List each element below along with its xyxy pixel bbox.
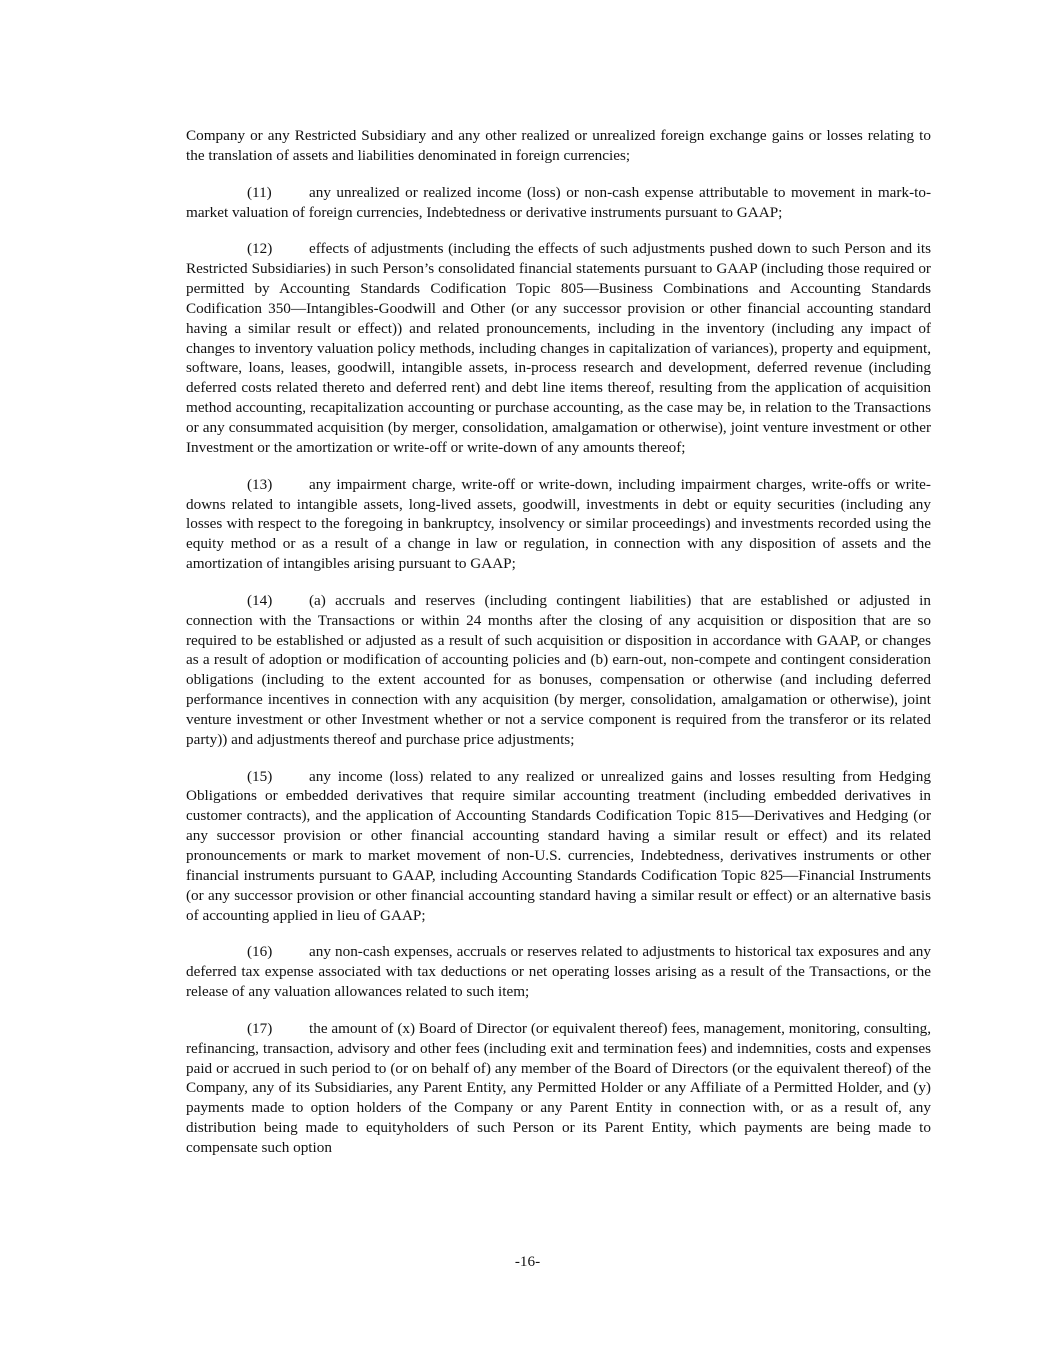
- page-number: -16-: [514, 1253, 541, 1270]
- paragraph-text: (a) accruals and reserves (including contingent liabilities) that are established or adjusted in connection with the Transactions or within 24 months after the closing of any acquisition or disposition that are so required to be established or adjusted as a result of such acquisition or disposition in accordance with GAAP, or changes as a result of adoption or modification of accounting policies and (b) earn-out, non-compete and contingent consideration obligations (including to the extent accounted for as bonuses, compensation or otherwise (and including deferred performance incentives in connection with any acquisition (by merger, consolidation, amalgamation or otherwise), joint venture investment or other Investment whether or not a service component is required from the transferor or its related party)) and adjustments thereof and purchase price adjustments;: [186, 591, 931, 748]
- paragraph-15: [186, 767, 931, 926]
- paragraph-number: (14): [247, 591, 273, 609]
- paragraph-number: (11): [247, 183, 272, 201]
- paragraph-14: [186, 591, 931, 750]
- paragraph-text: any unrealized or realized income (loss) or non-cash expense attributable to movement in mark-to-market valuation of foreign currencies, Indebtedness or derivative instruments pursuant to GAAP;: [186, 183, 931, 221]
- paragraph-text: any income (loss) related to any realized or unrealized gains and losses resulting from Hedging Obligations or embedded derivatives that require similar accounting treatment (including embedded derivatives in customer contracts), and the application of Accounting Standards Codification Topic 815—Derivatives and Hedging (or any successor provision or other financial accounting standard having a similar result or effect) and its related pronouncements or mark to market movement of non-U.S. currencies, Indebtedness, derivatives instruments or other financial instruments pursuant to GAAP, including Accounting Standards Codification Topic 825—Financial Instruments (or any successor provision or other financial accounting standard having a similar result or effect) or an alternative basis of accounting applied in lieu of GAAP;: [186, 767, 931, 924]
- paragraph-12: [186, 239, 931, 457]
- paragraph-number: (12): [247, 240, 273, 258]
- paragraph-text: the amount of (x) Board of Director (or equivalent thereof) fees, management, monitoring, consulting, refinancing, transaction, advisory and other fees (including exit and termination fees) and indemnities, costs and expenses paid or accrued in such period to (or on behalf of) any member of the Board of Directors (or the equivalent thereof) of the Company, any of its Subsidiaries, any Parent Entity, any Permitted Holder or any Affiliate of a Permitted Holder, and (y) payments made to option holders of the Company or any Parent Entity in connection with, or as a result of, any distribution being made to equityholders of such Person or its Parent Entity, which payments are being made to compensate such option: [186, 1019, 931, 1156]
- paragraph-number: (13): [247, 475, 273, 493]
- paragraph-11: [186, 183, 931, 223]
- paragraph-17: [186, 1019, 931, 1158]
- paragraph-number: (15): [247, 767, 273, 785]
- paragraph-text: any impairment charge, write-off or write-down, including impairment charges, write-offs or write-downs related to intangible assets, long-lived assets, goodwill, investments in debt or equity securities (including any losses with respect to the foregoing in bankruptcy, insolvency or similar proceedings) and investments recorded using the equity method or as a result of a change in law or regulation, in connection with any disposition of assets and the amortization of intangibles arising pursuant to GAAP;: [186, 475, 931, 573]
- paragraph-text: effects of adjustments (including the effects of such adjustments pushed down to such Person and its Restricted Subsidiaries) in such Person’s consolidated financial statements pursuant to GAAP (including those required or permitted by Accounting Standards Codification Topic 805—Business Combinations and Accounting Standards Codification 350—Intangibles-Goodwill and Other (or any successor provision or other financial accounting standard having a similar result or effect)) and related pronouncements, including in the inventory (including any impact of changes to inventory valuation policy methods, including changes in capitalization of variances), property and equipment, software, loans, leases, goodwill, intangible assets, in-process research and development, deferred revenue (including deferred costs related thereto and deferred rent) and debt line items thereof, resulting from the application of acquisition method accounting, recapitalization accounting or purchase accounting, as the case may be, in relation to the Transactions or any consummated acquisition (by merger, consolidation, amalgamation or otherwise), joint venture investment or other Investment or the amortization or write-off or write-down of any amounts thereof;: [186, 240, 931, 456]
- paragraph-16: [186, 942, 931, 1002]
- paragraph-number: (17): [247, 1019, 273, 1037]
- paragraph-13: [186, 475, 931, 574]
- document-body: [186, 126, 931, 1175]
- intro-paragraph: Company or any Restricted Subsidiary and any other realized or unrealized foreign exchange gains or losses relating to the translation of assets and liabilities denominated in foreign currencies;: [186, 127, 931, 164]
- paragraph-number: (16): [247, 943, 273, 961]
- paragraph-text: any non-cash expenses, accruals or reserves related to adjustments to historical tax exposures and any deferred tax expense associated with tax deductions or net operating losses arising as a result of the Transactions, or the release of any valuation allowances related to such item;: [186, 943, 931, 1001]
